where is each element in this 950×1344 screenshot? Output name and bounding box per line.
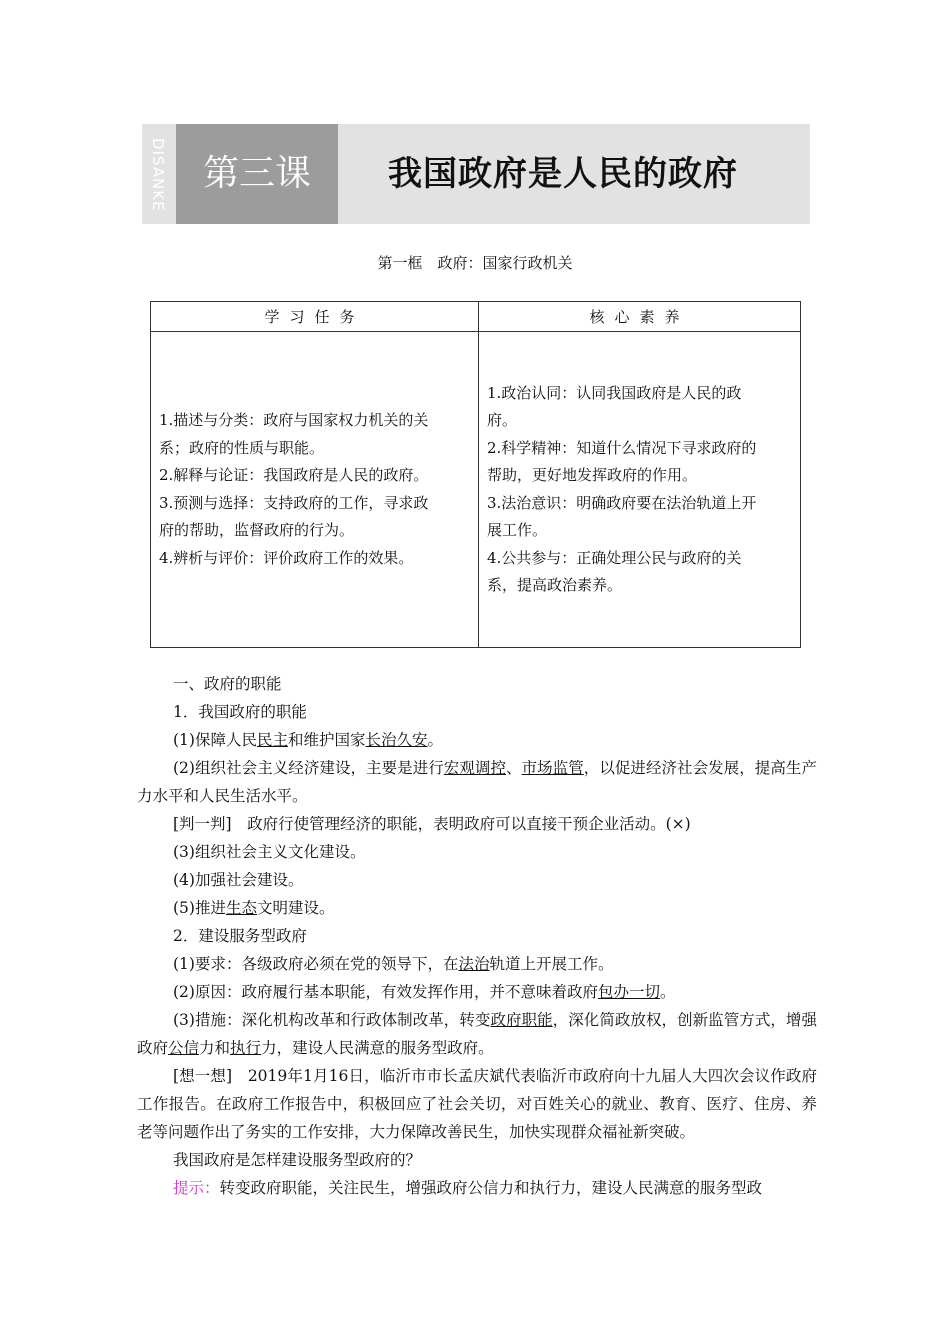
task-line: 4.辨析与评价：评价政府工作的效果。 bbox=[159, 548, 414, 567]
paragraph: (3)措施：深化机构改革和行政体制改革，转变政府职能，深化简政放权，创新监管方式，增强政府公信力和执行力，建设人民满意的服务型政府。 bbox=[137, 1011, 817, 1057]
paragraph: (1)保障人民民主和维护国家长治久安。 bbox=[173, 731, 444, 749]
think-item: [想一想] 2019年1月16日，临沂市市长孟庆斌代表临沂市政府向十九届人大四次会议作政府工作报告。在政府工作报告中，积极回应了社会关切，对百姓关心的就业、教育、医疗、住房、养老等问题作出了务实的工作安排，大力保障改善民生，加快实现群众福祉新突破。 bbox=[137, 1067, 817, 1141]
literacy-line: 府。 bbox=[487, 411, 518, 429]
paragraph: (2)组织社会主义经济建设，主要是进行宏观调控、市场监管，以促进经济社会发展，提高生产力水平和人民生活水平。 bbox=[137, 759, 817, 805]
literacy-line: 4.公共参与：正确处理公民与政府的关 bbox=[487, 548, 742, 567]
literacy-line: 3.法治意识：明确政府要在法治轨道上开 bbox=[487, 493, 757, 512]
key-term: 民主 bbox=[256, 731, 288, 749]
table-cell-literacy bbox=[479, 332, 801, 648]
task-line: 系；政府的性质与职能。 bbox=[159, 438, 325, 457]
paragraph: (2)原因：政府履行基本职能，有效发挥作用，并不意味着政府包办一切。 bbox=[173, 983, 676, 1001]
section-heading: 一、政府的职能 bbox=[173, 675, 282, 693]
lesson-number: 第三课 bbox=[176, 124, 338, 224]
task-line: 1.描述与分类：政府与国家权力机关的关 bbox=[159, 411, 429, 429]
paragraph: (3)组织社会主义文化建设。 bbox=[173, 843, 366, 861]
key-term: 公信 bbox=[168, 1039, 200, 1057]
judge-item: [判一判] 政府行使管理经济的职能，表明政府可以直接干预企业活动。(×) bbox=[173, 815, 691, 833]
subsection-heading: 1．我国政府的职能 bbox=[173, 703, 307, 721]
literacy-line: 展工作。 bbox=[487, 521, 548, 539]
key-term: 法治 bbox=[458, 955, 490, 973]
literacy-line: 2.科学精神：知道什么情况下寻求政府的 bbox=[487, 438, 757, 457]
key-term: 宏观调控 bbox=[443, 759, 506, 777]
table-cell-tasks bbox=[151, 332, 479, 648]
key-term: 市场监管 bbox=[521, 759, 584, 777]
literacy-line: 帮助，更好地发挥政府的作用。 bbox=[487, 466, 698, 484]
table-header-tasks: 学习任务 bbox=[151, 302, 479, 332]
task-line: 3.预测与选择：支持政府的工作，寻求政 bbox=[159, 493, 429, 512]
key-term: 政府职能 bbox=[490, 1011, 553, 1029]
key-term: 执行 bbox=[230, 1039, 262, 1057]
body-content bbox=[137, 670, 817, 1202]
subsection-heading: 2．建设服务型政府 bbox=[173, 927, 307, 945]
hint: 提示：转变政府职能，关注民生，增强政府公信力和执行力，建设人民满意的服务型政 bbox=[173, 1179, 763, 1197]
paragraph: (4)加强社会建设。 bbox=[173, 871, 304, 889]
banner-side-text: DISANKE bbox=[149, 138, 167, 212]
key-term: 包办一切 bbox=[597, 983, 660, 1001]
section-subtitle: 第一框 政府：国家行政机关 bbox=[377, 254, 573, 272]
paragraph: (5)推进生态文明建设。 bbox=[173, 899, 335, 917]
table-header-literacy: 核心素养 bbox=[479, 302, 801, 332]
paragraph: (1)要求：各级政府必须在党的领导下，在法治轨道上开展工作。 bbox=[173, 955, 614, 973]
question: 我国政府是怎样建设服务型政府的？ bbox=[173, 1151, 422, 1169]
task-line: 2.解释与论证：我国政府是人民的政府。 bbox=[159, 466, 429, 484]
hint-label: 提示： bbox=[173, 1179, 220, 1197]
learning-table bbox=[150, 301, 801, 648]
literacy-line: 1.政治认同：认同我国政府是人民的政 bbox=[487, 383, 742, 402]
lesson-title: 我国政府是人民的政府 bbox=[388, 154, 738, 194]
key-term: 生态 bbox=[225, 899, 257, 917]
task-line: 府的帮助，监督政府的行为。 bbox=[159, 521, 355, 539]
lesson-banner bbox=[142, 124, 810, 224]
literacy-line: 系，提高政治素养。 bbox=[487, 576, 623, 594]
key-term: 长治久安 bbox=[365, 731, 428, 749]
